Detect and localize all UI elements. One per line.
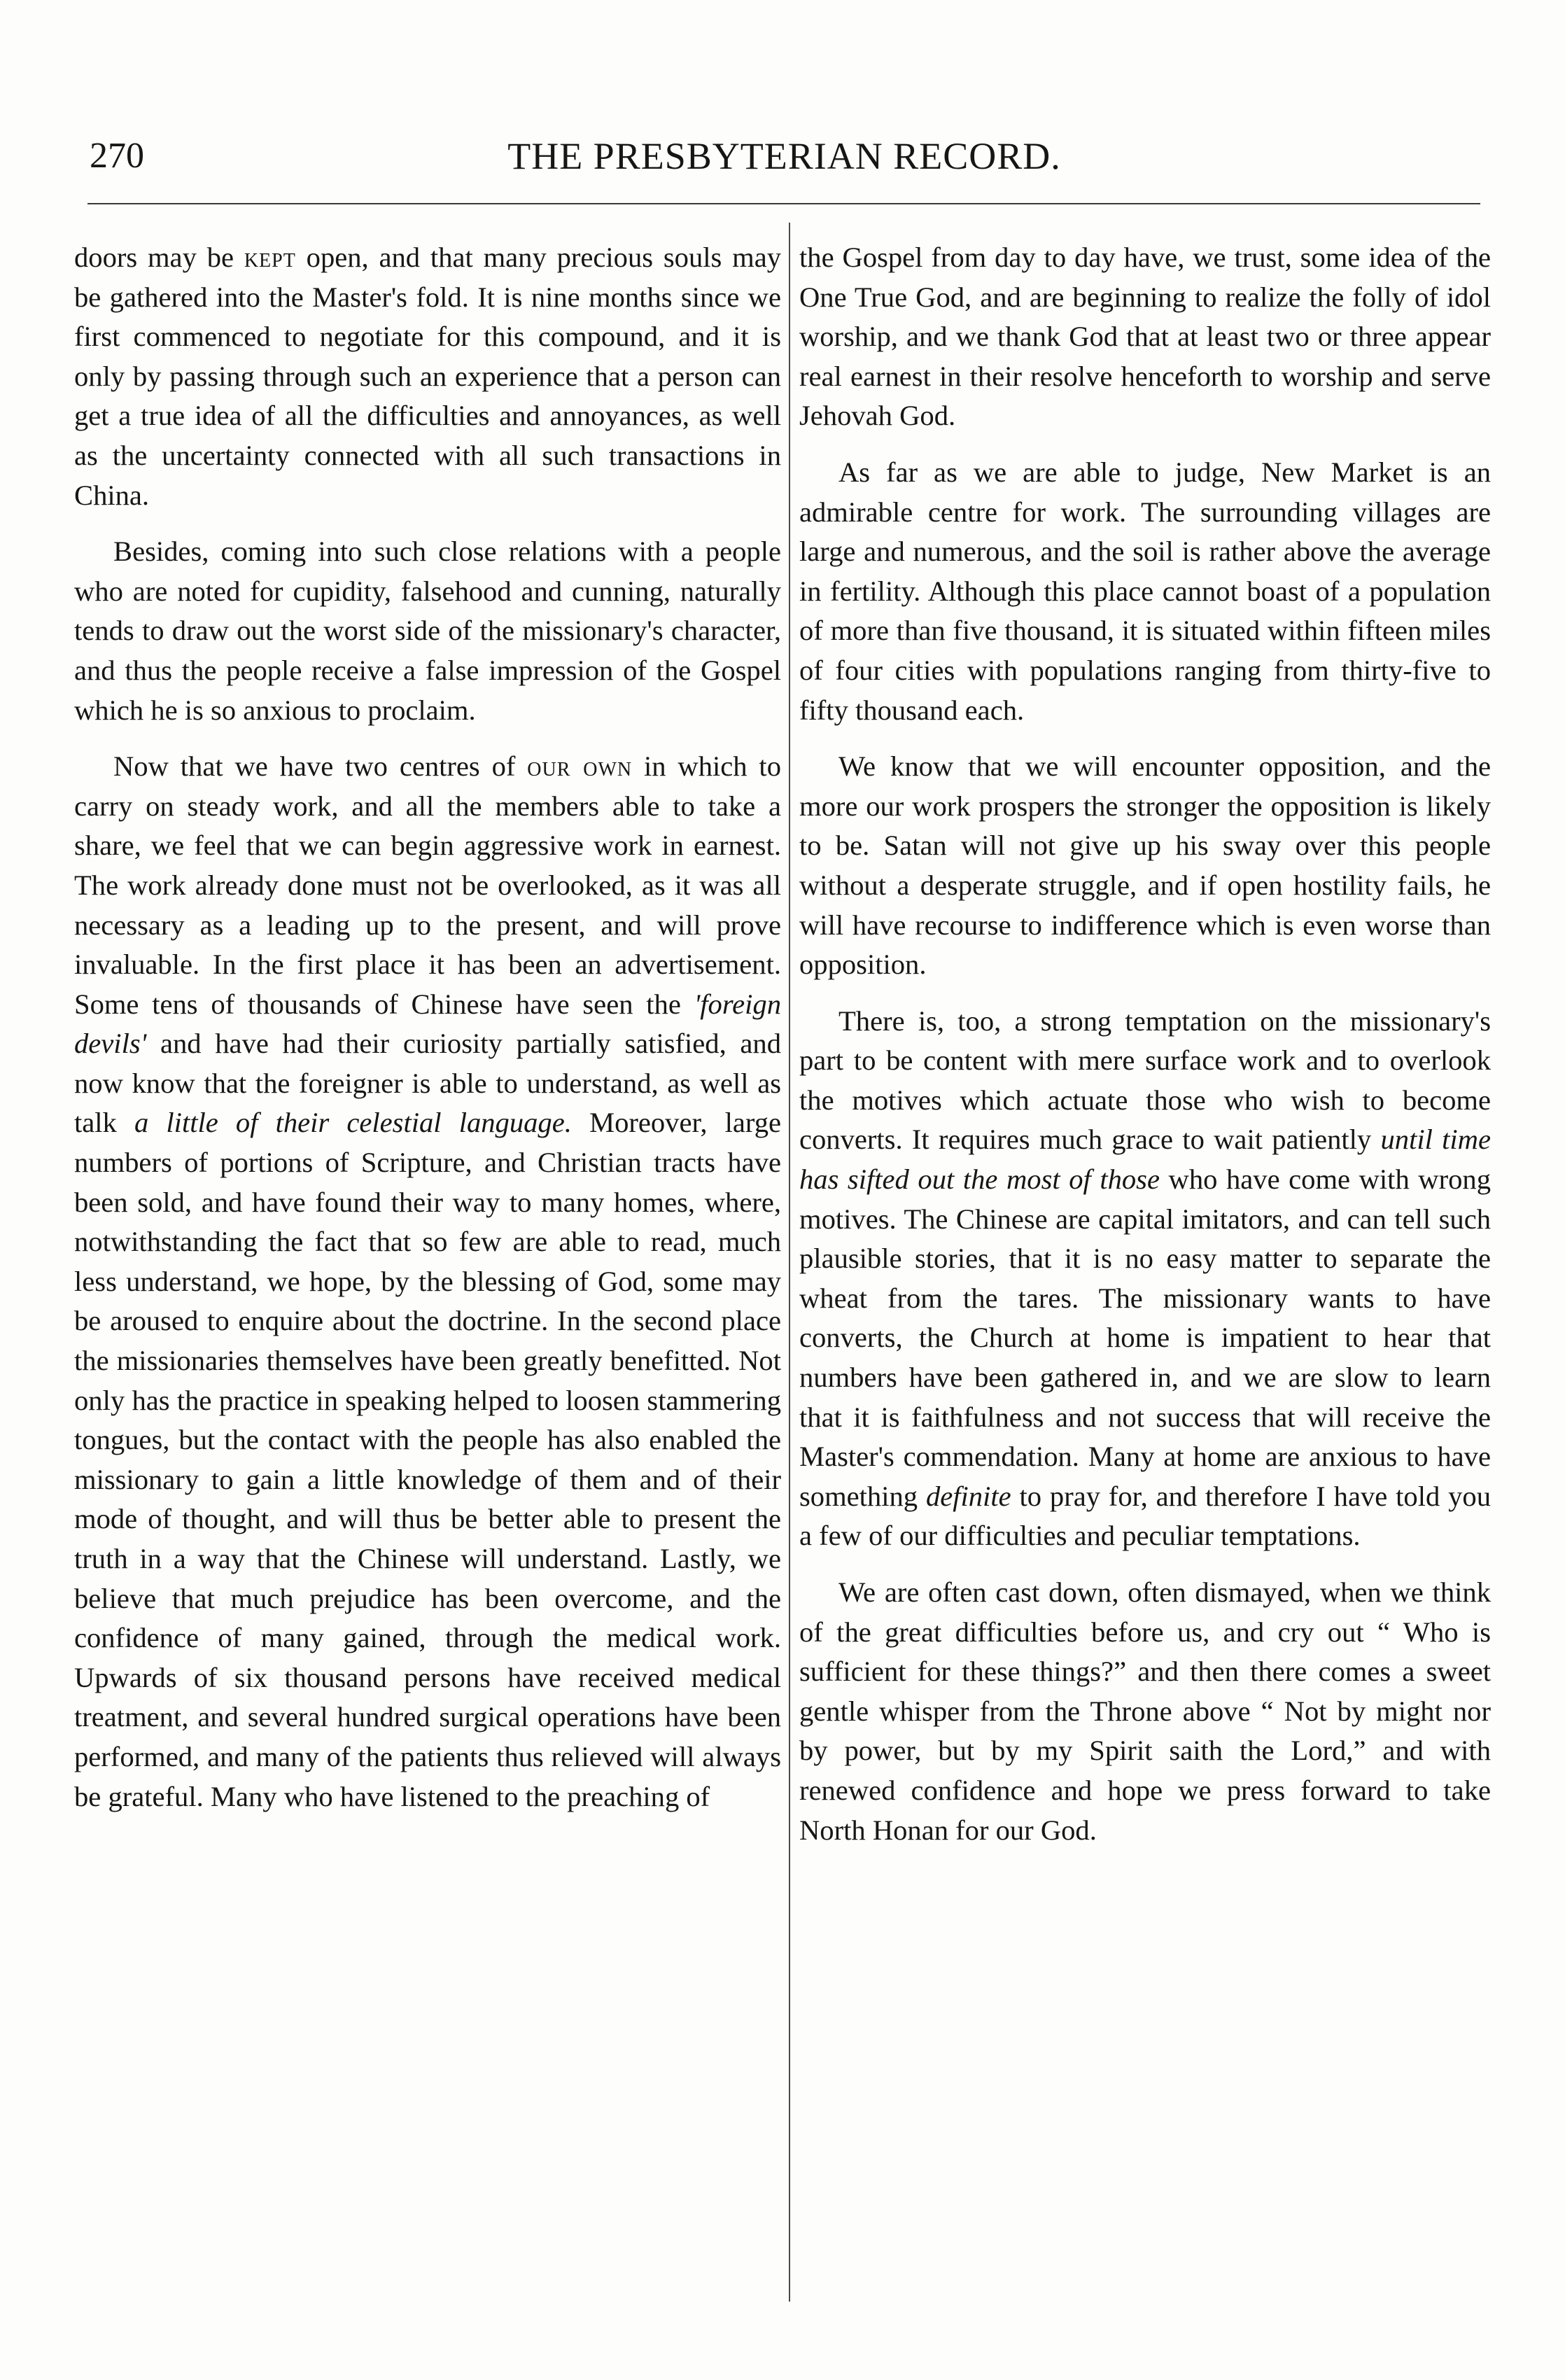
small-caps-text: our own — [527, 750, 633, 783]
paragraph — [799, 1002, 1491, 1556]
paragraph: Besides, coming into such close relations with a people who are noted for cupidity, falsehood and cunning, naturally tends to draw out the worst side of the missionary's character, and thus the people receive a false impression of the Gospel which he is so anxious to proclaim. — [74, 536, 781, 726]
text-run: open, and that many precious souls may be gathered into the Master's fold. It is nine months since we first commenced to negotiate for this compound, and it is only by passing through such an experience that a person can get a true idea of all the difficulties and annoyances, as well as the uncertainty connected with all such transactions in China. — [74, 241, 781, 511]
paragraph: As far as we are able to judge, New Market is an admirable centre for work. The surrounding villages are large and numerous, and the soil is rather above the average in fertility. Although this place cannot boast of a population of more than five thousand, it is situated within fifteen miles of four cities with populations ranging from thirty-five to fifty thousand each. — [799, 456, 1491, 726]
page-header — [90, 132, 1479, 181]
text-run: doors may be — [74, 241, 244, 273]
paragraph — [74, 238, 781, 515]
text-run: who have come with wrong motives. The Chinese are capital imitators, and can tell such plausible stories, that it is no easy matter to separate the wheat from the tares. The missionary wants to have converts, the Church at home is impatient to hear that numbers have been gathered in, and we are slow to learn that it is faithfulness and not success that will receive the Master's commendation. Many at home are anxious to have something — [799, 1163, 1491, 1512]
text-run: Moreover, large numbers of portions of Scripture, and Christian tracts have been sold, and have found their way to many homes, where, notwithstanding the fact that so few are able to read, much less understand, we hope, by the blessing of God, some may be aroused to enquire about the doctrine. In the second place the missionaries themselves have been greatly benefitted. Not only has the practice in speaking helped to loosen stammering tongues, but the contact with the people has also enabled the missionary to gain a little knowledge of them and of their mode of thought, and will thus be better able to present the truth in a way that the Chinese will understand. Lastly, we believe that much prejudice has been overcome, and the confidence of many gained, through the medical work. Upwards of six thousand persons have received medical treatment, and several hundred surgical operations have been performed, and many of the patients thus relieved will always be grateful. Many who have listened to the preaching of — [74, 1107, 782, 1812]
paragraph: We know that we will encounter opposition, and the more our work prospers the stronger the opposition is likely to be. Satan will not give up his sway over this people without a desperate struggle, and if open hostility fails, he will have recourse to indifference which is even worse than opposition. — [799, 750, 1491, 981]
italic-text: 'foreign devils' — [74, 988, 781, 1060]
column-divider — [789, 223, 790, 2302]
paragraph: the Gospel from day to day have, we trust, some idea of the One True God, and are beginning to realize the folly of idol worship, and we thank God that at least two or three appear real earnest in their resolve henceforth to worship and serve Jehovah God. — [799, 241, 1491, 432]
text-run: to pray for, and therefore I have told you a few of our difficulties and peculiar temptations. — [799, 1480, 1491, 1552]
paragraph — [74, 747, 781, 1816]
small-caps-text: kept — [244, 241, 296, 273]
right-column — [799, 238, 1491, 1867]
journal-title: THE PRESBYTERIAN RECORD. — [507, 135, 1061, 177]
paragraph: We are often cast down, often dismayed, when we think of the great difficulties before us, and cry out “ Who is sufficient for these things?” and then there comes a sweet gentle whisper from the Throne above “ Not by might nor by power, but by my Spirit saith the Lord,” and with renewed confidence and hope we press forward to take North Honan for our God. — [799, 1576, 1491, 1846]
left-column — [74, 238, 781, 1833]
text-run: There is, too, a strong temptation on the missionary's part to be content with mere surface work and to overlook the motives which actuate those who wish to become converts. It requires much grace to wait patiently — [799, 1004, 1491, 1156]
italic-text: until time has sifted out the most of those — [799, 1124, 1491, 1196]
text-run: Now that we have two centres of — [113, 750, 528, 783]
header-rule — [87, 203, 1480, 204]
text-run: in which to carry on steady work, and all the members able to take a share, we feel that we can begin aggressive work in earnest. The work already done must not be overlooked, as it was all necessary as a leading up to the present, and will prove invaluable. In the first place it has been an advertisement. Some tens of thousands of Chinese have seen the — [74, 750, 781, 1020]
italic-text: definite — [925, 1480, 1011, 1512]
page-number: 270 — [90, 136, 144, 176]
text-run: and have had their curiosity partially satisfied, and now know that the foreigner is able to understand, as well as talk — [74, 1028, 781, 1139]
italic-text: a little of their celestial language. — [134, 1107, 572, 1139]
